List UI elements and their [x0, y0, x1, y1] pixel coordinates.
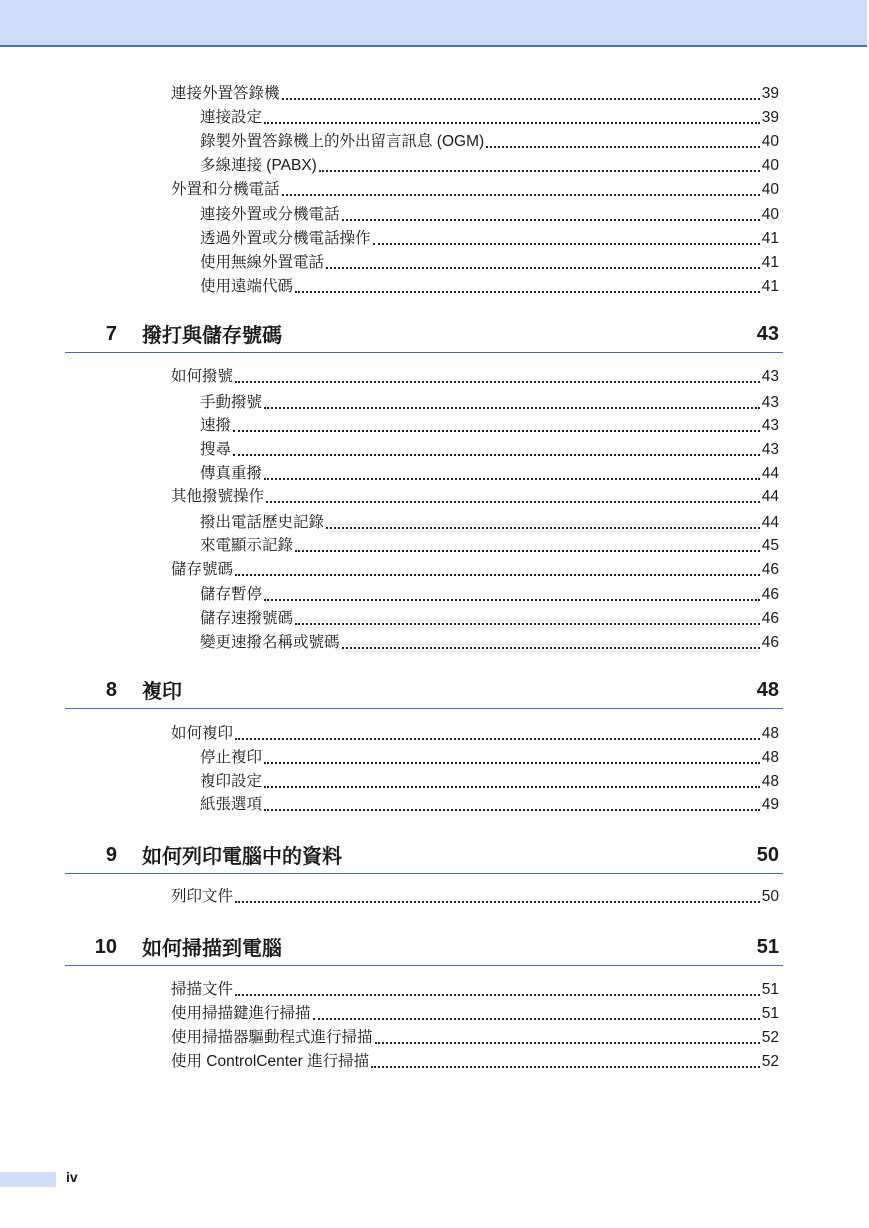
toc-entry-title: 連接設定: [200, 109, 263, 126]
toc-entry-title: 如何複印: [171, 725, 234, 742]
chapter-title: 如何掃描到電腦: [142, 938, 282, 960]
toc-entry-title: 手動撥號: [200, 394, 263, 411]
leader-dots: [264, 118, 760, 124]
chapter-heading[interactable]: [65, 678, 783, 709]
toc-entry-title: 使用 ControlCenter 進行掃描: [171, 1053, 370, 1070]
toc-entry-title: 變更速撥名稱或號碼: [200, 634, 340, 651]
chapter-title: 如何列印電腦中的資料: [142, 846, 342, 868]
toc-entry-title: 使用掃描鍵進行掃描: [171, 1005, 311, 1022]
footer-tab: [0, 1172, 56, 1187]
toc-entry-page: 43: [761, 394, 779, 411]
toc-entry-title: 多線連接 (PABX): [200, 157, 317, 174]
toc-entry-page: 49: [761, 796, 779, 813]
leader-dots: [264, 474, 760, 480]
toc-entry-page: 52: [761, 1029, 779, 1046]
toc-entry-title: 停止複印: [200, 749, 263, 766]
toc-entry-page: 48: [761, 773, 779, 790]
toc-entry[interactable]: [200, 585, 779, 605]
toc-entry[interactable]: [171, 1004, 779, 1024]
toc-entry-title: 速撥: [200, 417, 232, 434]
leader-dots: [235, 990, 760, 996]
leader-dots: [295, 287, 760, 293]
leader-dots: [282, 94, 760, 100]
header-band: [0, 0, 867, 47]
toc-entry-title: 連接外置答錄機: [171, 85, 280, 102]
toc-entry-title: 紙張選項: [200, 796, 263, 813]
toc-entry-page: 48: [761, 749, 779, 766]
toc-entry-page: 40: [761, 181, 779, 198]
leader-dots: [266, 497, 760, 503]
chapter-heading[interactable]: [65, 322, 783, 353]
leader-dots: [295, 546, 760, 552]
toc-entry[interactable]: [200, 748, 779, 768]
toc-entry-page: 50: [761, 888, 779, 905]
toc-entry-page: 43: [761, 417, 779, 434]
leader-dots: [235, 897, 760, 903]
chapter-number: 8: [105, 679, 117, 701]
leader-dots: [342, 643, 760, 649]
toc-entry[interactable]: [200, 229, 779, 249]
chapter-heading[interactable]: [65, 843, 783, 874]
toc-entry-title: 儲存號碼: [171, 561, 234, 578]
toc-entry-page: 48: [761, 725, 779, 742]
leader-dots: [373, 239, 760, 245]
toc-entry-page: 39: [761, 109, 779, 126]
leader-dots: [313, 1014, 760, 1020]
toc-entry-page: 43: [761, 441, 779, 458]
toc-entry-title: 錄製外置答錄機上的外出留言訊息 (OGM): [200, 133, 485, 150]
toc-entry-page: 39: [761, 85, 779, 102]
toc-entry[interactable]: [200, 416, 779, 436]
toc-entry[interactable]: [200, 277, 779, 297]
leader-dots: [235, 570, 760, 576]
toc-entry[interactable]: [200, 609, 779, 629]
chapter-page: 51: [756, 936, 779, 958]
toc-entry-title: 掃描文件: [171, 981, 234, 998]
chapter-title: 複印: [142, 681, 182, 703]
toc-entry[interactable]: [200, 772, 779, 792]
toc-entry-title: 來電顯示記錄: [200, 537, 294, 554]
toc-entry[interactable]: [200, 393, 779, 413]
toc-entry[interactable]: [200, 253, 779, 273]
toc-entry[interactable]: [200, 795, 779, 815]
toc-entry-title: 使用無線外置電話: [200, 254, 325, 271]
toc-entry[interactable]: [171, 887, 779, 907]
toc-entry-title: 儲存暫停: [200, 586, 263, 603]
toc-entry-page: 40: [761, 157, 779, 174]
toc-entry-page: 45: [761, 537, 779, 554]
chapter-number: 9: [105, 844, 117, 866]
leader-dots: [233, 450, 760, 456]
chapter-number: 10: [94, 936, 117, 958]
toc-entry-page: 52: [761, 1053, 779, 1070]
toc-entry-title: 傳真重撥: [200, 465, 263, 482]
leader-dots: [295, 619, 760, 625]
toc-entry-page: 51: [761, 1005, 779, 1022]
leader-dots: [235, 734, 760, 740]
toc-entry[interactable]: [200, 132, 779, 152]
toc-entry-title: 連接外置或分機電話: [200, 206, 340, 223]
toc-entry-title: 使用掃描器驅動程式進行掃描: [171, 1029, 373, 1046]
toc-entry[interactable]: [200, 536, 779, 556]
toc-entry-page: 44: [761, 488, 779, 505]
toc-entry[interactable]: [171, 180, 779, 200]
toc-entry[interactable]: [171, 367, 779, 387]
leader-dots: [235, 377, 760, 383]
toc-entry-page: 41: [761, 254, 779, 271]
toc-entry[interactable]: [200, 633, 779, 653]
chapter-number: 7: [105, 323, 117, 345]
toc-entry-title: 搜尋: [200, 441, 232, 458]
toc-entry[interactable]: [171, 560, 779, 580]
toc-entry[interactable]: [200, 108, 779, 128]
toc-entry-title: 撥出電話歷史記錄: [200, 514, 325, 531]
toc-entry-title: 複印設定: [200, 773, 263, 790]
leader-dots: [326, 523, 760, 529]
toc-entry-page: 46: [761, 561, 779, 578]
leader-dots: [264, 403, 760, 409]
leader-dots: [264, 595, 760, 601]
toc-entry-page: 40: [761, 206, 779, 223]
toc-entry-title: 儲存速撥號碼: [200, 610, 294, 627]
leader-dots: [319, 166, 760, 172]
footer-page-number: iv: [66, 1169, 78, 1185]
toc-entry[interactable]: [171, 980, 779, 1000]
toc-entry-title: 其他撥號操作: [171, 488, 265, 505]
toc-entry-page: 46: [761, 610, 779, 627]
chapter-page: 48: [756, 679, 779, 701]
toc-entry-title: 如何撥號: [171, 368, 234, 385]
leader-dots: [282, 190, 760, 196]
leader-dots: [233, 426, 760, 432]
toc-entry[interactable]: [171, 84, 779, 104]
toc-entry-page: 51: [761, 981, 779, 998]
toc-entry-page: 44: [761, 514, 779, 531]
leader-dots: [326, 263, 760, 269]
chapter-title: 撥打與儲存號碼: [142, 325, 282, 347]
leader-dots: [264, 782, 760, 788]
leader-dots: [342, 215, 760, 221]
toc-entry[interactable]: [200, 464, 779, 484]
leader-dots: [375, 1038, 760, 1044]
leader-dots: [486, 142, 760, 148]
toc-entry[interactable]: [171, 1052, 779, 1072]
toc-entry[interactable]: [200, 513, 779, 533]
toc-entry[interactable]: [171, 487, 779, 507]
toc-entry-page: 46: [761, 586, 779, 603]
toc-entry-page: 41: [761, 230, 779, 247]
chapter-page: 50: [756, 844, 779, 866]
toc-entry-title: 使用遠端代碼: [200, 278, 294, 295]
toc-entry-page: 44: [761, 465, 779, 482]
leader-dots: [264, 805, 760, 811]
toc-entry-page: 46: [761, 634, 779, 651]
toc-entry-page: 40: [761, 133, 779, 150]
toc-entry-title: 透過外置或分機電話操作: [200, 230, 371, 247]
toc-entry-title: 外置和分機電話: [171, 181, 280, 198]
toc-entry[interactable]: [200, 440, 779, 460]
leader-dots: [371, 1062, 760, 1068]
chapter-page: 43: [756, 323, 779, 345]
toc-entry[interactable]: [171, 724, 779, 744]
toc-entry-page: 41: [761, 278, 779, 295]
toc-entry-page: 43: [761, 368, 779, 385]
chapter-heading[interactable]: [65, 935, 783, 966]
leader-dots: [264, 758, 760, 764]
toc-entry[interactable]: [200, 156, 779, 176]
toc-entry[interactable]: [171, 1028, 779, 1048]
toc-entry-title: 列印文件: [171, 888, 234, 905]
toc-entry[interactable]: [200, 205, 779, 225]
